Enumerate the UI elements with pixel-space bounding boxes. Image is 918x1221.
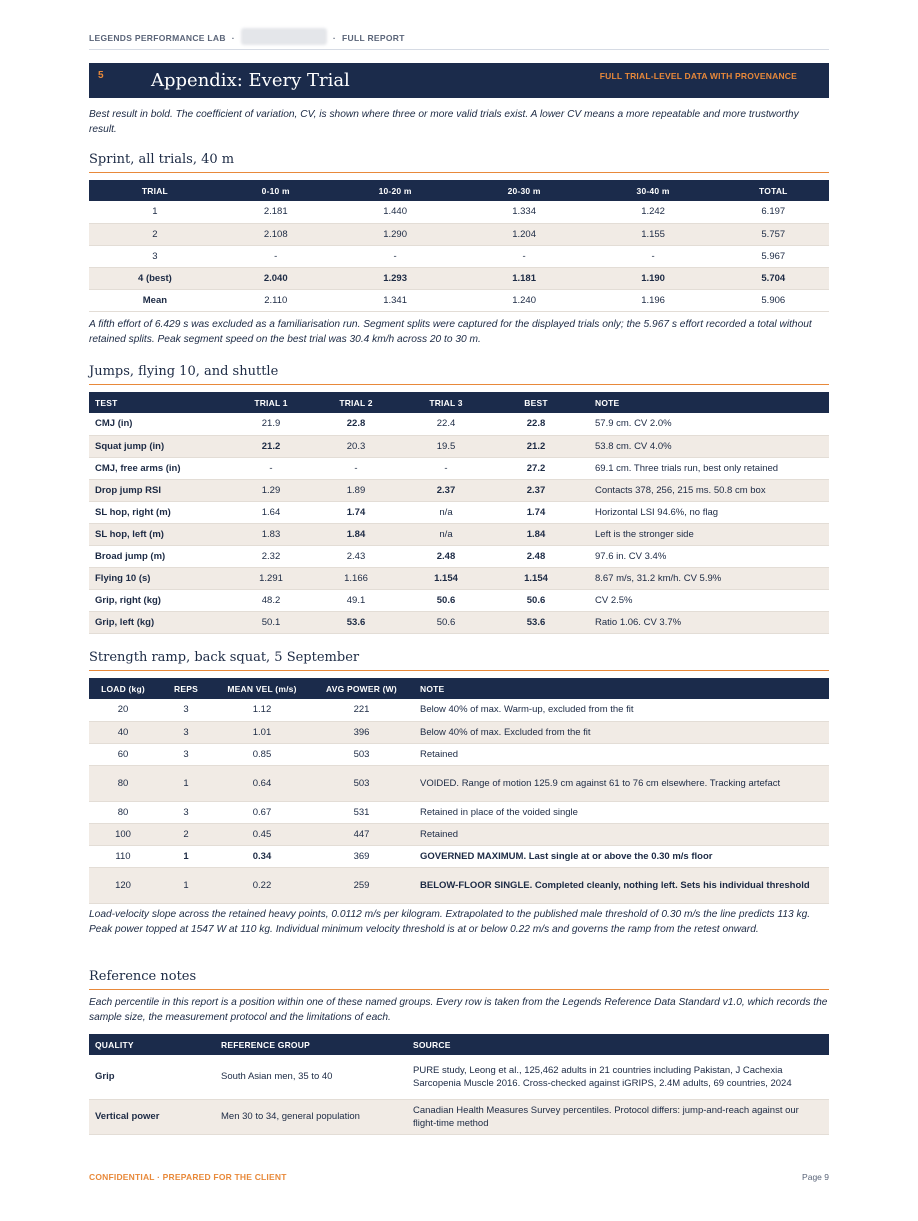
test-name: SL hop, right (m) [89,501,237,523]
sprint-trial-label: Mean [89,289,221,311]
running-header [89,33,829,50]
strength-column-header: AVG POWER (W) [326,683,397,694]
sprint-value: 5.757 [718,223,829,245]
sprint-body [89,201,829,311]
test-note: 69.1 cm. Three trials run, best only retained [587,457,829,479]
best-value: 50.6 [485,589,587,611]
trial-1-value: 1.64 [237,501,305,523]
load-value: 40 [89,721,157,743]
best-value: 1.84 [485,523,587,545]
strength-body [89,699,829,903]
trial-2-value: - [305,457,407,479]
reference-table [89,1034,829,1135]
reference-heading: Reference notes [89,969,829,990]
strength-row [89,765,829,801]
sprint-value: 2.040 [221,267,331,289]
jumps-row [89,545,829,567]
trial-2-value: 1.89 [305,479,407,501]
sprint-column-header: 10-20 m [378,185,412,196]
test-name: Drop jump RSI [89,479,237,501]
test-note: 97.6 in. CV 3.4% [587,545,829,567]
sprint-column-header: TRIAL [141,185,168,196]
jumps-row [89,589,829,611]
trial-1-value: 21.9 [237,413,305,435]
avg-power-value: 503 [309,743,414,765]
strength-note-cell: VOIDED. Range of motion 125.9 cm against 61 to 76 cm elsewhere. Tracking artefact [414,765,829,801]
jumps-row [89,479,829,501]
avg-power-value: 396 [309,721,414,743]
jumps-row [89,523,829,545]
trial-3-value: n/a [407,501,485,523]
test-note: 53.8 cm. CV 4.0% [587,435,829,457]
trial-3-value: - [407,457,485,479]
sprint-value: 2.108 [221,223,331,245]
trial-1-value: 2.32 [237,545,305,567]
reps-value: 2 [157,823,215,845]
trial-3-value: n/a [407,523,485,545]
sprint-value: - [221,245,331,267]
sprint-value: 1.341 [331,289,460,311]
trial-3-value: 22.4 [407,413,485,435]
test-name: Broad jump (m) [89,545,237,567]
sprint-column-header: TOTAL [759,185,788,196]
sprint-value: - [460,245,589,267]
load-value: 110 [89,845,157,867]
strength-note-cell: GOVERNED MAXIMUM. Last single at or above the 0.30 m/s floor [414,845,829,867]
reps-value: 3 [157,801,215,823]
strength-note: Load-velocity slope across the retained heavy points, 0.0112 m/s per kilogram. Extrapolated to the published male threshold of 0.30 m/s the line predicts 113 kg. Peak power topped at 1547 W at 110 kg. Individual minimum velocity threshold is at or below 0.22 m/s and governs the ramp from the retest onward. [89,909,811,935]
reps-value: 1 [157,845,215,867]
redacted-client-name [241,28,327,45]
reference-body [89,1055,829,1134]
reps-value: 3 [157,743,215,765]
sprint-heading: Sprint, all trials, 40 m [89,152,829,173]
mean-velocity-value: 0.85 [215,743,309,765]
strength-note-cell: Below 40% of max. Warm-up, excluded from the fit [414,699,829,721]
sprint-column-header: 20-30 m [507,185,541,196]
test-name: SL hop, left (m) [89,523,237,545]
strength-row [89,743,829,765]
jumps-row [89,435,829,457]
report-type: FULL REPORT [342,33,405,43]
avg-power-value: 259 [309,867,414,903]
trial-2-value: 49.1 [305,589,407,611]
mean-velocity-value: 1.01 [215,721,309,743]
sprint-row [89,289,829,311]
sprint-value: 1.190 [589,267,718,289]
section-number: 5 [98,70,104,81]
trial-3-value: 1.154 [407,567,485,589]
reference-column-header: QUALITY [95,1039,134,1050]
jumps-body [89,413,829,633]
sprint-value: 1.334 [460,201,589,223]
sprint-row [89,267,829,289]
sprint-column-header: 30-40 m [636,185,670,196]
trial-1-value: - [237,457,305,479]
best-value: 2.37 [485,479,587,501]
reps-value: 1 [157,765,215,801]
test-note: 8.67 m/s, 31.2 km/h. CV 5.9% [587,567,829,589]
trial-2-value: 22.8 [305,413,407,435]
trial-1-value: 1.29 [237,479,305,501]
sprint-value: 1.204 [460,223,589,245]
strength-note-cell: Below 40% of max. Excluded from the fit [414,721,829,743]
sprint-value: 2.110 [221,289,331,311]
sprint-table [89,180,829,312]
jumps-column-header: TRIAL 3 [429,397,463,408]
avg-power-value: 503 [309,765,414,801]
reference-quality: Vertical power [89,1099,215,1134]
best-value: 21.2 [485,435,587,457]
section-tag: FULL TRIAL-LEVEL DATA WITH PROVENANCE [599,71,797,81]
load-value: 80 [89,765,157,801]
avg-power-value: 369 [309,845,414,867]
jumps-heading: Jumps, flying 10, and shuttle [89,364,829,385]
jumps-header-row [89,392,829,413]
confidential-label: CONFIDENTIAL · PREPARED FOR THE CLIENT [89,1172,287,1182]
best-value: 2.48 [485,545,587,567]
jumps-column-header: TRIAL 2 [339,397,373,408]
trial-2-value: 1.84 [305,523,407,545]
trial-1-value: 21.2 [237,435,305,457]
sprint-header-row [89,180,829,201]
sprint-trial-label: 1 [89,201,221,223]
reference-column-header: SOURCE [413,1039,451,1050]
best-value: 1.154 [485,567,587,589]
strength-row [89,823,829,845]
jumps-row [89,567,829,589]
sprint-row [89,201,829,223]
test-name: Squat jump (in) [89,435,237,457]
trial-1-value: 1.83 [237,523,305,545]
test-name: Grip, left (kg) [89,611,237,633]
reference-row [89,1055,829,1099]
trial-2-value: 1.74 [305,501,407,523]
sprint-value: 2.181 [221,201,331,223]
sprint-value: 6.197 [718,201,829,223]
test-note: Contacts 378, 256, 215 ms. 50.8 cm box [587,479,829,501]
reps-value: 3 [157,721,215,743]
reference-header-row [89,1034,829,1055]
test-name: CMJ (in) [89,413,237,435]
strength-header-row [89,678,829,699]
sprint-value: 1.196 [589,289,718,311]
mean-velocity-value: 1.12 [215,699,309,721]
reps-value: 1 [157,867,215,903]
trial-3-value: 50.6 [407,611,485,633]
strength-row [89,699,829,721]
avg-power-value: 221 [309,699,414,721]
section-banner [89,63,829,98]
test-name: Flying 10 (s) [89,567,237,589]
trial-3-value: 50.6 [407,589,485,611]
sprint-value: 1.440 [331,201,460,223]
reference-column-header: REFERENCE GROUP [221,1039,310,1050]
trial-2-value: 1.166 [305,567,407,589]
jumps-row [89,611,829,633]
best-value: 1.74 [485,501,587,523]
mean-velocity-value: 0.34 [215,845,309,867]
sprint-value: 1.293 [331,267,460,289]
avg-power-value: 531 [309,801,414,823]
reference-group: South Asian men, 35 to 40 [215,1055,407,1099]
strength-row [89,801,829,823]
trial-1-value: 1.291 [237,567,305,589]
sprint-value: - [589,245,718,267]
strength-note-cell: Retained in place of the voided single [414,801,829,823]
trial-1-value: 48.2 [237,589,305,611]
jumps-row [89,501,829,523]
test-name: Grip, right (kg) [89,589,237,611]
strength-note-cell: BELOW-FLOOR SINGLE. Completed cleanly, nothing left. Sets his individual threshold [414,867,829,903]
sprint-column-header: 0-10 m [261,185,290,196]
best-value: 53.6 [485,611,587,633]
jumps-row [89,413,829,435]
jumps-table [89,392,829,634]
strength-row [89,845,829,867]
strength-column-header: LOAD (kg) [101,683,145,694]
trial-1-value: 50.1 [237,611,305,633]
reference-quality: Grip [89,1055,215,1099]
sprint-value: 5.967 [718,245,829,267]
best-value: 22.8 [485,413,587,435]
strength-column-header: REPS [174,683,198,694]
mean-velocity-value: 0.22 [215,867,309,903]
sprint-value: - [331,245,460,267]
sprint-value: 5.906 [718,289,829,311]
sprint-note: A fifth effort of 6.429 s was excluded as a familiarisation run. Segment splits were captured for the displayed trials only; the 5.967 s effort recorded a total without retained splits. Peak segment speed on the best trial was 30.4 km/h across 20 to 30 m. [89,319,812,345]
page-number: Page 9 [802,1172,829,1182]
mean-velocity-value: 0.67 [215,801,309,823]
reference-row [89,1099,829,1134]
reference-source: PURE study, Leong et al., 125,462 adults in 21 countries including Pakistan, J Cachexia Sarcopenia Muscle 2016. Cross-checked against iGRIPS, 2.4M adults, 69 countries, 2024 [407,1055,829,1099]
trial-2-value: 53.6 [305,611,407,633]
sprint-value: 1.181 [460,267,589,289]
load-value: 120 [89,867,157,903]
trial-2-value: 20.3 [305,435,407,457]
sprint-trial-label: 4 (best) [89,267,221,289]
sprint-row [89,245,829,267]
mean-velocity-value: 0.64 [215,765,309,801]
load-value: 60 [89,743,157,765]
avg-power-value: 447 [309,823,414,845]
reference-group: Men 30 to 34, general population [215,1099,407,1134]
intro-paragraph: Best result in bold. The coefficient of variation, CV, is shown where three or more valid trials exist. A lower CV means a more repeatable and more trustworthy result. [89,109,799,135]
strength-table [89,678,829,904]
test-note: Horizontal LSI 94.6%, no flag [587,501,829,523]
header-separator: · [332,33,337,43]
trial-3-value: 2.48 [407,545,485,567]
load-value: 20 [89,699,157,721]
load-value: 100 [89,823,157,845]
jumps-row [89,457,829,479]
sprint-trial-label: 2 [89,223,221,245]
strength-note-cell: Retained [414,823,829,845]
reference-source: Canadian Health Measures Survey percentiles. Protocol differs: jump-and-reach against our flight-time method [407,1099,829,1134]
mean-velocity-value: 0.45 [215,823,309,845]
lab-name: LEGENDS PERFORMANCE LAB [89,33,226,43]
sprint-trial-label: 3 [89,245,221,267]
trial-3-value: 2.37 [407,479,485,501]
reps-value: 3 [157,699,215,721]
strength-column-header: MEAN VEL (m/s) [227,683,297,694]
header-separator: · [231,33,235,43]
test-note: Ratio 1.06. CV 3.7% [587,611,829,633]
sprint-value: 1.155 [589,223,718,245]
sprint-row [89,223,829,245]
load-value: 80 [89,801,157,823]
jumps-column-header: TRIAL 1 [254,397,288,408]
trial-3-value: 19.5 [407,435,485,457]
test-note: CV 2.5% [587,589,829,611]
sprint-value: 5.704 [718,267,829,289]
trial-2-value: 2.43 [305,545,407,567]
jumps-column-header: BEST [524,397,548,408]
reference-intro: Each percentile in this report is a position within one of these named groups. Every row is taken from the Legends Reference Data Standard v1.0, which records the sample size, the measurement protocol and the limitations of each. [89,997,828,1023]
section-title: Appendix: Every Trial [151,70,350,91]
strength-note-cell: Retained [414,743,829,765]
sprint-value: 1.242 [589,201,718,223]
strength-heading: Strength ramp, back squat, 5 September [89,650,829,671]
test-note: Left is the stronger side [587,523,829,545]
strength-row [89,867,829,903]
best-value: 27.2 [485,457,587,479]
jumps-column-header: NOTE [595,397,620,408]
test-name: CMJ, free arms (in) [89,457,237,479]
strength-column-header: NOTE [420,683,445,694]
jumps-column-header: TEST [95,397,118,408]
strength-row [89,721,829,743]
sprint-value: 1.290 [331,223,460,245]
sprint-value: 1.240 [460,289,589,311]
test-note: 57.9 cm. CV 2.0% [587,413,829,435]
